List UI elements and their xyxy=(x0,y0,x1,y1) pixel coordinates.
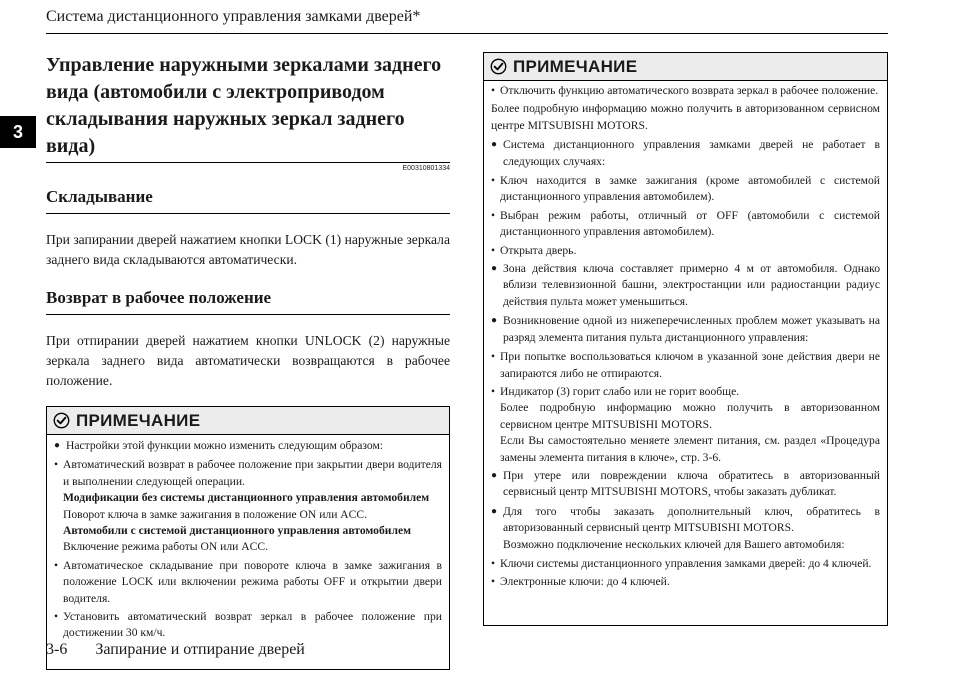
chapter-tab: 3 xyxy=(0,116,36,148)
note-subheading: Модификации без системы дистанционного управления автомобилем xyxy=(63,491,430,505)
note-dash-item: • Электронные ключи: до 4 ключей. xyxy=(491,574,880,590)
check-circle-icon xyxy=(490,58,507,75)
note-subheading: Автомобили с системой дистанционного управления автомобилем xyxy=(63,524,411,538)
bullet-icon: ● xyxy=(491,263,498,275)
dash-bullet-icon: • xyxy=(491,208,496,222)
folding-heading: Складывание xyxy=(46,186,450,214)
note-header xyxy=(47,407,449,435)
note-dash-item: • Открыта дверь. xyxy=(491,243,880,259)
dash-bullet-icon: • xyxy=(54,558,59,572)
note-box-left xyxy=(46,406,450,670)
note-dash-item: • Индикатор (3) горит слабо или не горит вообще. Более подробную информацию можно получить в авторизованном сервисном центре MITSUBISHI MOTORS. Если Вы самостоятельно меняете элемент питания, см. раздел «Процедура замены элемента питания в ключе», стр. 3-6. xyxy=(491,384,880,466)
dash-bullet-icon: • xyxy=(491,384,496,398)
note-title: ПРИМЕЧАНИЕ xyxy=(76,410,201,430)
dash-bullet-icon: • xyxy=(491,243,496,257)
note-dash-item: • Автоматический возврат в рабочее положение при закрытии двери водителя и выполнении следующей операции. Модификации без системы дистанционного управления автомобилем Поворот ключа в замке зажигания в положение ON или ACC. Автомобили с системой дистанционного управления автомобилем Включение режима работы ON или ACC. xyxy=(54,457,442,555)
folding-text: При запирании дверей нажатием кнопки LOCK (1) наружные зеркала заднего вида складываются автоматически. xyxy=(46,232,450,267)
bullet-icon: ● xyxy=(491,139,498,151)
note-body xyxy=(47,435,449,648)
page-footer xyxy=(46,641,305,659)
note-header xyxy=(484,53,887,81)
bullet-icon: ● xyxy=(491,469,498,481)
note-dash-item: • При попытке воспользоваться ключом в указанной зоне действия двери не запираются либо не отпираются. xyxy=(491,349,880,382)
unfolding-text: При отпирании дверей нажатием кнопки UNLOCK (2) наружные зеркала заднего вида автоматически возвращаются в рабочее положение. xyxy=(46,333,450,388)
note-dash-item: • Выбран режим работы, отличный от OFF (автомобили с системой дистанционного управления автомобилем). xyxy=(491,208,880,241)
note-bullet: ● Настройки этой функции можно изменить следующим образом: xyxy=(54,438,442,454)
section-code: E00310801334 xyxy=(402,165,450,172)
dash-bullet-icon: • xyxy=(491,556,496,570)
note-bullet: ● Для того чтобы заказать дополнительный ключ, обратитесь в авторизованный сервисный центр MITSUBISHI MOTORS. Возможно подключение нескольких ключей для Вашего автомобиля: xyxy=(491,504,880,553)
note-body xyxy=(484,81,887,597)
section-title: Управление наружными зеркалами заднего вида (автомобили с электроприводом складывания наружных зеркал заднего вида) xyxy=(46,52,450,163)
dash-bullet-icon: • xyxy=(491,174,496,188)
note-dash-item: • Ключ находится в замке зажигания (кроме автомобилей с системой дистанционного управления автомобилем). xyxy=(491,173,880,206)
note-bullet: ● При утере или повреждении ключа обратитесь в авторизованный сервисный центр MITSUBISHI MOTORS, чтобы заказать дубликат. xyxy=(491,468,880,501)
note-box-right xyxy=(483,52,888,626)
note-bullet: ● Система дистанционного управления замками дверей не работает в следующих случаях: xyxy=(491,137,880,170)
unfolding-heading: Возврат в рабочее положение xyxy=(46,287,450,315)
dash-bullet-icon: • xyxy=(491,575,496,589)
running-header-title: Система дистанционного управления замками дверей* xyxy=(46,8,421,25)
note-bullet: ● Зона действия ключа составляет примерно 4 м от автомобиля. Однако вблизи телевизионной башни, электростанции или радиостанции радиус действия пульта может уменьшиться. xyxy=(491,261,880,310)
note-title: ПРИМЕЧАНИЕ xyxy=(513,56,638,76)
dash-bullet-icon: • xyxy=(491,350,496,364)
note-dash-item: • Автоматическое складывание при повороте ключа в замке зажигания в положение LOCK или включении режима работы OFF и открытии двери водителя. xyxy=(54,558,442,607)
footer-chapter-title: Запирание и отпирание дверей xyxy=(95,641,305,658)
bullet-icon: ● xyxy=(491,505,498,517)
note-bullet: ● Возникновение одной из нижеперечисленных проблем может указывать на разряд элемента питания пульта дистанционного управления: xyxy=(491,313,880,346)
bullet-icon: ● xyxy=(54,440,61,451)
dash-bullet-icon: • xyxy=(491,84,496,97)
dash-bullet-icon: • xyxy=(54,610,59,624)
note-dash-item: • Отключить функцию автоматического возврата зеркал в рабочее положение. xyxy=(491,83,880,99)
dash-bullet-icon: • xyxy=(54,458,59,472)
bullet-icon: ● xyxy=(491,315,498,327)
page-number: 3-6 xyxy=(46,641,68,658)
note-dash-item: • Установить автоматический возврат зеркал в рабочее положение при достижении 30 км/ч. xyxy=(54,609,442,642)
note-paragraph: Более подробную информацию можно получить в авторизованном сервисном центре MITSUBISHI MOTORS. xyxy=(491,102,880,132)
header-rule xyxy=(46,33,888,34)
left-column xyxy=(46,52,450,670)
check-circle-icon xyxy=(53,412,70,429)
note-dash-item: • Ключи системы дистанционного управления замками дверей: до 4 ключей. xyxy=(491,556,880,572)
